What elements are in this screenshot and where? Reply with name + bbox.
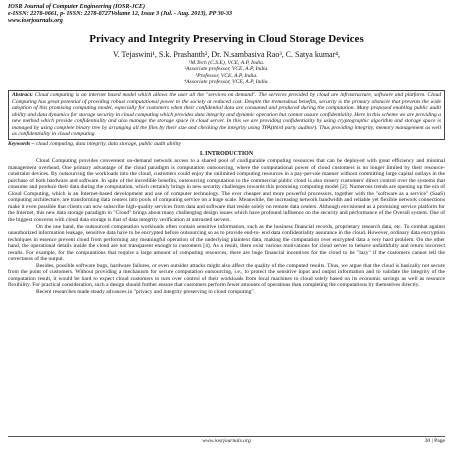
footer-url: www.iosrjournals.org <box>202 438 251 444</box>
paper-title: Privacy and Integrity Preserving in Cloud Storage Devices <box>89 32 364 45</box>
keywords-line <box>8 141 445 148</box>
journal-issn: e-ISSN: 2278-0661, p- ISSN: 2278-8727Volume 12, Issue 3 (Jul. - Aug. 2013), PP 30-33 <box>8 10 233 18</box>
page-number: 30 | Page <box>424 438 445 444</box>
intro-paragraph-2: On the one hand, the outsourced computation workloads often contain sensitive information, such as the business financial records, proprietary research data, etc. To combat against unauthorized information leakage, sensitive data have to be encrypted before outsourcing so as to provide end-to- end data confidentiality assurance in the cloud. However, ordinary data encryption techniques in essence prevent cloud from performing any meaningful operation of the underlying plaintext data, making the computation over encrypted data a very hard problem. On the other hand, the operational details inside the cloud are not transparent enough to customers [4]. As a result, there exist various motivations for cloud server to behave unfaithfully and return incorrect results. For example, for the computations that require a large amount of computing resources, there are huge financial incentives for the cloud to be "lazy" if the customers cannot tell the correctness of the output. <box>8 223 445 263</box>
affiliation-1: ¹M.Tech (C.S.E), VCE, A.P, India. <box>188 59 265 66</box>
abstract-box <box>8 90 445 140</box>
intro-paragraph-1: Cloud Computing provides convenient on-demand network access to a shared pool of configurable computing resources that can be deployed with great efficiency and minimal management overhead. One primary advantage of the cloud paradigm is computation outsourcing, where the computational power of cloud customers is no longer limited by their resource-constraint devices. By outsourcing the workloads into the cloud, customers could enjoy the unlimited computing resources in a pay-per-use manner without committing large capital outlays in the purchase of both hardware and software. In spite of the incredible benefits, outsourcing computation to the commercial public cloud is also misery customers' direct control over the systems that consume and produce their data during the computation, which certainly brings in new security challenges towards this promising computing model [2]. Numerous trends are opening up the era of Cloud Computing, which is an Internet-based development and use of computer technology. The ever cheaper and more powerful processors, together with the "software as a service" (SaaS) computing architecture, are transforming data centers into pools of computing service on a huge scale. Meanwhile, the increasing network bandwidth and reliable yet flexible network connections make it even possible that clients can now subscribe high-quality services from data and software that reside solely on remote data centers. Although envisioned as a promising service platform for the Internet, this new data storage paradigm in "Cloud" brings about many challenging design issues which have profound influence on the security and performance of the Overall system. One of the biggest concerns with cloud data storage is that of data integrity verification at untrusted servers. <box>8 158 445 223</box>
author-list: V. Tejaswini¹, S.k. Prashanth², Dr. N.sambasiva Rao³, C. Satya kumar⁴, <box>112 49 341 59</box>
intro-paragraph-3: Besides, possible software bugs, hardware failures, or even outsider attacks might also affect the quality of the computed results. Thus, we argue that the cloud is basically not secure from the point of customers. Without providing a mechanism for secure computation outsourcing, i.e., to protect the sensitive input and output information and to validate the integrity of the computation result, it would be hard to expect cloud customers to turn over control of their workloads from local machines to cloud solely based on its economic savings as well as resource flexibility. For practical consideration, such a design should further ensure that customers perform fewer amounts of operations than completing the computations by themselves directly. <box>8 262 445 289</box>
introduction-body <box>8 158 445 295</box>
affiliation-4: ⁴Associate professor, VCE, A.P, India. <box>184 79 269 86</box>
keywords-label: Keywords – <box>8 140 35 147</box>
abstract-label: Abstract: <box>12 91 33 98</box>
affiliations <box>8 60 445 86</box>
affiliation-3: ³Professor, VCE, A.P, India. <box>195 72 258 79</box>
journal-header <box>8 3 445 25</box>
affiliation-2: ²Associate professor, VCE, A.P, India. <box>184 66 269 73</box>
intro-paragraph-4: Recent researches made steady advances in "privacy and integrity preserving in cloud computing". <box>36 288 256 295</box>
abstract-text: Cloud computing is an internet based model which allows the user all the "services on demand". The services provided by cloud are infrastructure, software and platform. Cloud Computing has great potential of providing robust computational power to the society at reduced cost. Despite the tremendous benefits, security is the primary obstacle that prevents the wide adoption of this promising computing model, especially for customers when their confidential data are consumed and produced during the computation. Many proposed enabling public audit ability and data dynamics for storage security in cloud computing which provides data integrity and dynamic operation but cannot assure confidentiality. Here in this scheme we are providing a new method which provide confidentiality and also manage the storage space in cloud server. In this we are providing confidentiality by using cryptographic algorithm and storage space is managed by using complete binary tree by arranging all the files by their size and checking the integrity using TPA(third party auditor). Thus providing integrity, memory management as well as confidentiality in cloud computing. <box>12 91 441 138</box>
keywords-text: cloud computing, data integrity, data storage, public audit ability <box>35 140 182 147</box>
section-heading-introduction: I. INTRODUCTION <box>199 151 254 158</box>
journal-site: www.iosrjournals.org <box>8 17 63 25</box>
journal-name: IOSR Journal of Computer Engineering (IOSR-JCE) <box>8 3 146 10</box>
page-footer <box>8 436 445 449</box>
